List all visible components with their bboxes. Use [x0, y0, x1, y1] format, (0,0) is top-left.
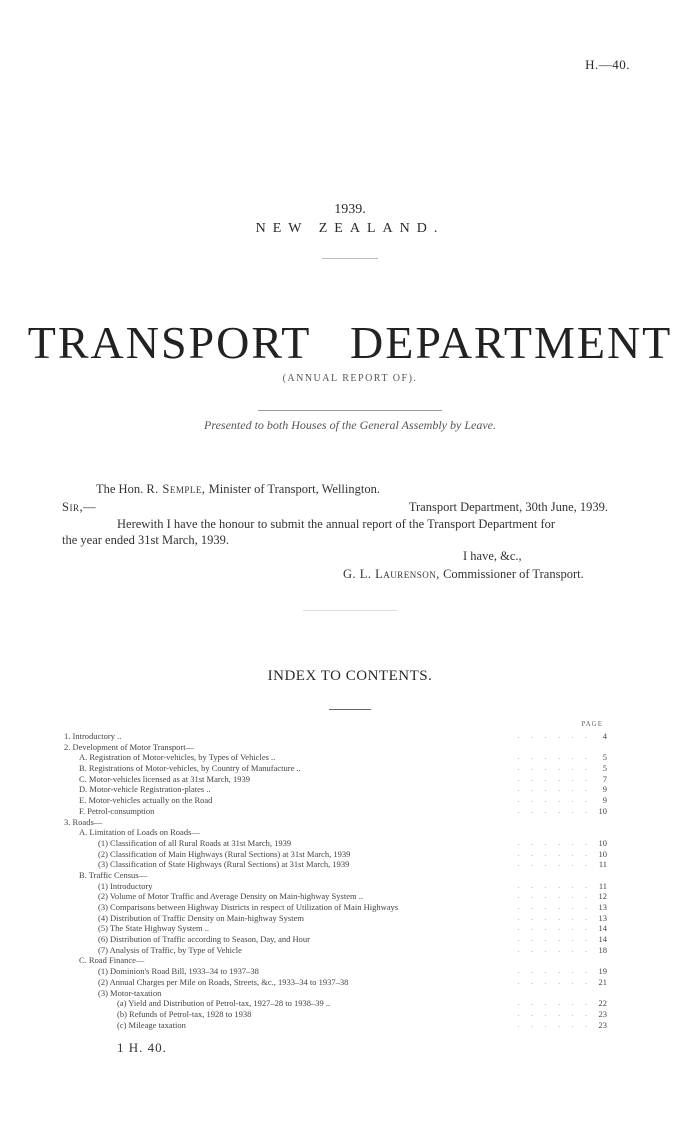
divider: [322, 258, 378, 259]
toc-page-number: 9: [602, 784, 607, 795]
toc-entry-text: (5) The State Highway System ..: [98, 923, 210, 934]
addressee-line: [96, 482, 380, 497]
toc-leader-dots: . . . . . .: [517, 860, 592, 869]
toc-page-number: 14: [598, 923, 607, 934]
toc-entry: [0, 945, 700, 956]
report-year: 1939.: [334, 202, 366, 217]
toc-entry: [0, 859, 700, 870]
toc-entry: [0, 902, 700, 913]
toc-page-number: 11: [598, 859, 607, 870]
page-reference: H.—40.: [585, 57, 630, 72]
toc-leader-dots: . . . . . .: [517, 892, 592, 901]
toc-entry-text: (2) Volume of Motor Traffic and Average Density on Main-highway System ..: [98, 891, 363, 902]
toc-entry-text: A. Registration of Motor-vehicles, by Types of Vehicles ..: [79, 752, 276, 763]
toc-page-number: 11: [598, 880, 607, 891]
toc-entry-text: (2) Annual Charges per Mile on Roads, Streets, &c., 1933–34 to 1937–38: [98, 976, 349, 987]
toc-entry: [0, 731, 700, 742]
toc-leader-dots: . . . . . .: [517, 945, 592, 954]
toc-entry: [0, 742, 700, 753]
toc-entry-text: (b) Refunds of Petrol-tax, 1928 to 1938: [117, 1008, 252, 1019]
toc-entry: [0, 870, 700, 881]
toc-leader-dots: . . . . . .: [517, 796, 592, 805]
addressee-prefix: The Hon.: [96, 482, 144, 496]
toc-page-number: 18: [598, 944, 607, 955]
toc-leader-dots: . . . . . .: [517, 924, 592, 933]
page-column-header: PAGE: [581, 720, 603, 728]
toc-page-number: 10: [598, 805, 607, 816]
toc-entry: [0, 763, 700, 774]
toc-page-number: 23: [598, 1008, 607, 1019]
letter-body-line: the year ended 31st March, 1939.: [62, 533, 229, 547]
toc-entry-text: (7) Analysis of Traffic, by Type of Vehicle: [98, 944, 242, 955]
toc-entry-text: D. Motor-vehicle Registration-plates ..: [79, 784, 211, 795]
toc-entry-text: (3) Comparisons between Highway Districts in respect of Utilization of Main Highways: [98, 902, 399, 912]
toc-entry: [0, 795, 700, 806]
toc-entry-text: (3) Motor-taxation: [98, 987, 162, 998]
toc-page-number: 4: [602, 731, 607, 741]
signatory-name: G. L. Laurenson,: [343, 567, 440, 581]
toc-entry-text: (6) Distribution of Traffic according to Season, Day, and Hour: [98, 934, 310, 945]
toc-entry: [0, 806, 700, 817]
toc-entry-text: B. Traffic Census—: [79, 869, 148, 880]
toc-page-number: 12: [598, 891, 607, 902]
toc-entry-text: A. Limitation of Loads on Roads—: [79, 827, 200, 838]
toc-leader-dots: . . . . . .: [517, 967, 592, 976]
toc-leader-dots: . . . . . .: [517, 764, 592, 773]
toc-leader-dots: . . . . . .: [517, 903, 592, 911]
toc-entry-text: (a) Yield and Distribution of Petrol-tax, 1927–28 to 1938–39 ..: [117, 998, 331, 1009]
toc-page-number: 5: [602, 752, 607, 763]
addressee-title: Minister of Transport, Wellington.: [208, 482, 380, 496]
toc-page-number: 10: [598, 837, 607, 848]
toc-leader-dots: . . . . . .: [517, 774, 592, 783]
toc-entry: [0, 784, 700, 795]
dateline: Transport Department, 30th June, 1939.: [408, 500, 608, 514]
toc-entry: [0, 913, 700, 924]
toc-entry-text: 3. Roads—: [64, 816, 103, 827]
toc-entry-text: (c) Mileage taxation: [117, 1019, 186, 1030]
toc-leader-dots: . . . . . .: [517, 977, 592, 986]
divider: [303, 610, 397, 611]
addressee-name: R. Semple,: [146, 482, 206, 496]
toc-page-number: 14: [598, 934, 607, 945]
toc-entry-text: E. Motor-vehicles actually on the Road: [79, 795, 213, 806]
toc-leader-dots: . . . . . .: [517, 1009, 592, 1018]
toc-entry: [0, 891, 700, 902]
toc-page-number: 21: [598, 976, 607, 987]
toc-entry-text: C. Road Finance—: [79, 955, 145, 966]
signatory: [343, 567, 584, 582]
divider: [329, 709, 371, 710]
table-of-contents: [0, 731, 700, 1030]
toc-entry: [0, 934, 700, 945]
report-title: TRANSPORT DEPARTMENT: [27, 317, 673, 368]
toc-entry-text: (1) Dominion's Road Bill, 1933–34 to 1937–38: [98, 966, 259, 977]
toc-entry: [0, 1009, 700, 1020]
toc-entry-text: 2. Development of Motor Transport—: [64, 741, 195, 752]
toc-leader-dots: . . . . . .: [517, 935, 592, 944]
toc-entry-text: (2) Classification of Main Highways (Rural Sections) at 31st March, 1939: [98, 848, 351, 859]
letter-body-line: Herewith I have the honour to submit the annual report of the Transport Department for: [117, 517, 556, 531]
toc-leader-dots: . . . . . .: [517, 881, 592, 890]
toc-leader-dots: . . . . . .: [517, 838, 592, 847]
toc-page-number: 7: [602, 773, 607, 784]
toc-page-number: 23: [598, 1019, 607, 1030]
signatory-title: Commissioner of Transport.: [443, 567, 584, 581]
toc-leader-dots: . . . . . .: [517, 753, 592, 762]
divider: [258, 410, 442, 411]
toc-page-number: 10: [598, 848, 607, 859]
toc-entry: [0, 849, 700, 860]
closing: I have, &c.,: [463, 549, 522, 563]
toc-page-number: 13: [598, 902, 607, 912]
toc-leader-dots: . . . . . .: [517, 1020, 592, 1029]
toc-entry: [0, 998, 700, 1009]
toc-page-number: 9: [602, 795, 607, 806]
toc-leader-dots: . . . . . .: [517, 849, 592, 858]
index-title: INDEX TO CONTENTS.: [267, 668, 433, 684]
toc-entry-text: C. Motor-vehicles licensed as at 31st March, 1939: [79, 773, 250, 784]
toc-entry: [0, 881, 700, 892]
toc-entry-text: (3) Classification of State Highways (Rural Sections) at 31st March, 1939: [98, 859, 350, 870]
salutation: Sir,—: [62, 500, 97, 514]
presentation-note: Presented to both Houses of the General Assembly by Leave.: [204, 418, 496, 432]
toc-entry: [0, 827, 700, 838]
toc-entry: [0, 923, 700, 934]
report-subtitle: (ANNUAL REPORT OF).: [282, 373, 418, 384]
toc-page-number: 22: [598, 998, 607, 1009]
toc-entry: [0, 817, 700, 828]
toc-entry-text: (1) Classification of all Rural Roads at 31st March, 1939: [98, 837, 292, 848]
signature-mark: 1 H. 40.: [117, 1040, 167, 1055]
toc-entry-text: (1) Introductory: [98, 880, 153, 891]
toc-page-number: 19: [598, 966, 607, 977]
toc-entry-text: 1. Introductory ..: [64, 731, 122, 741]
toc-entry: [0, 1020, 700, 1031]
toc-entry-text: F. Petrol-consumption: [79, 805, 155, 816]
toc-entry: [0, 988, 700, 999]
toc-leader-dots: . . . . . .: [517, 913, 592, 922]
country-name: NEW ZEALAND.: [255, 221, 445, 236]
toc-page-number: 13: [598, 912, 607, 923]
toc-leader-dots: . . . . . .: [517, 806, 592, 815]
toc-page-number: 5: [602, 763, 607, 774]
toc-leader-dots: . . . . . .: [517, 999, 592, 1008]
toc-entry-text: B. Registrations of Motor-vehicles, by Country of Manufacture ..: [79, 763, 301, 774]
toc-entry: [0, 955, 700, 966]
toc-entry: [0, 977, 700, 988]
toc-entry: [0, 752, 700, 763]
toc-leader-dots: . . . . . .: [517, 732, 592, 740]
toc-entry: [0, 966, 700, 977]
toc-entry: [0, 838, 700, 849]
toc-entry: [0, 774, 700, 785]
toc-leader-dots: . . . . . .: [517, 785, 592, 794]
toc-entry-text: (4) Distribution of Traffic Density on Main-highway System: [98, 912, 304, 923]
